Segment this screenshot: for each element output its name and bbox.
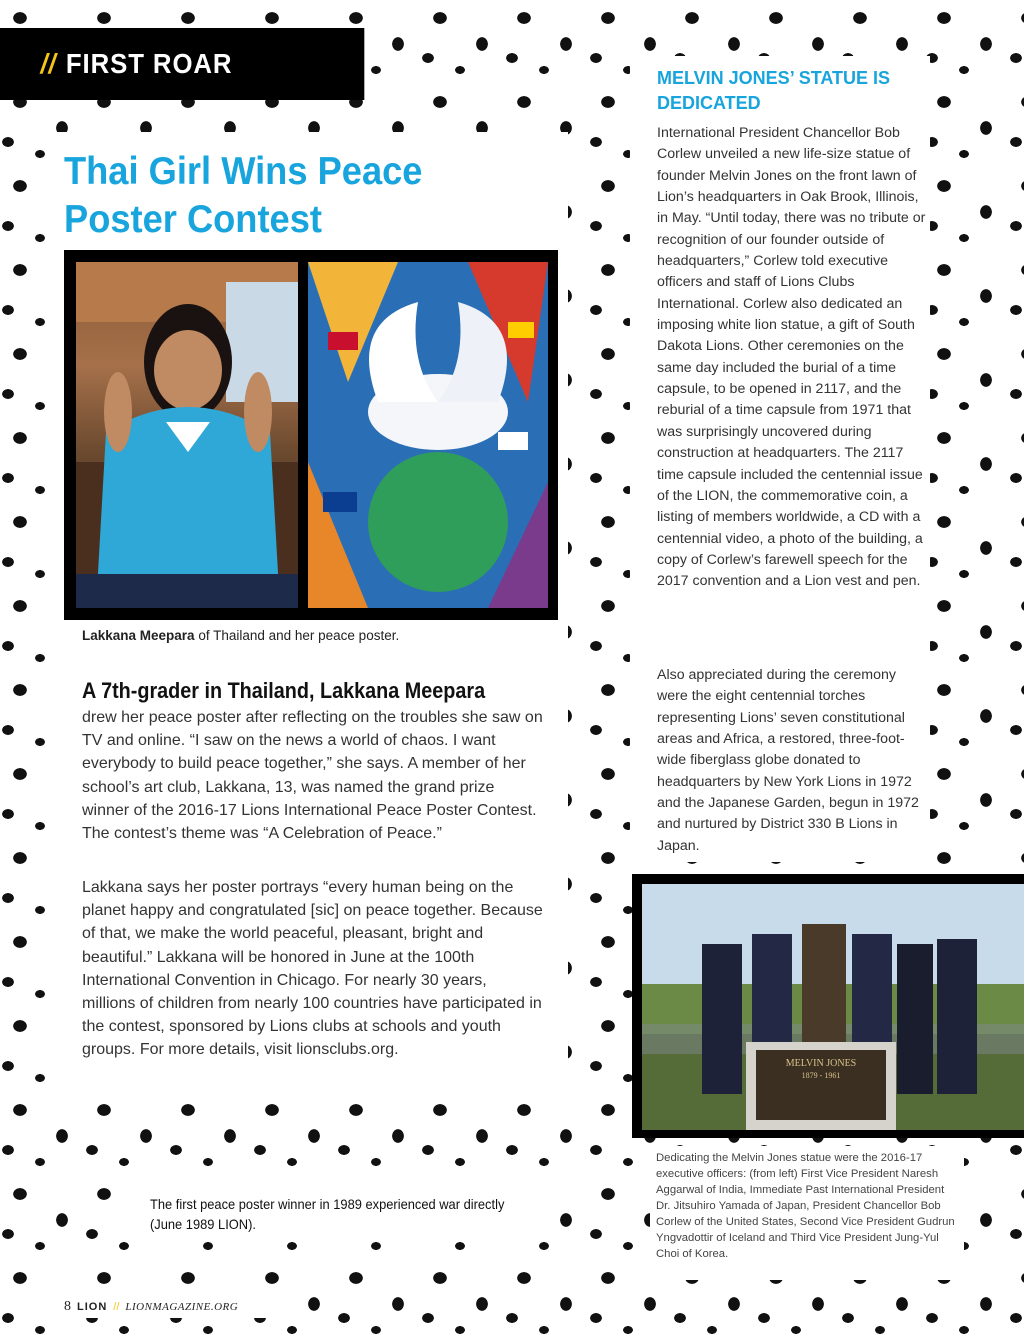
sidebar-paragraph-2: Also appreciated during the ceremony were the eight centennial torches representing Lions’ seven constitutional areas and Africa, a restored, three-foot-wide fiberglass globe donated to headquarters by New York Lions in 1972 and the Japanese Garden, begun in 1972 and nurtured by District 330 B Lions in Japan. <box>657 667 919 854</box>
article-headline: Thai Girl Wins Peace Poster Contest <box>64 150 423 241</box>
plaque-years: 1879 - 1961 <box>801 1071 841 1080</box>
page-footer <box>56 1296 276 1318</box>
girl-photo <box>76 262 298 608</box>
photo-caption <box>82 628 552 643</box>
article-paragraph-2: Lakkana says her poster portrays “every human being on the planet happy and congratulated [sic] on peace together. Because of that, we make the world peaceful, pleasant, bright and beautiful.” Lakkana will be honored in June at the 100th International Convention in Chicago. For nearly 30 years, millions of children from nearly 100 countries have participated in the contest, sponsored by Lions clubs at schools and youth groups. For more details, visit lionsclubs.org. <box>82 879 543 1059</box>
page-number: 8 <box>64 1299 71 1314</box>
history-note: The first peace poster winner in 1989 experienced war directly (June 1989 LION). <box>150 1196 505 1232</box>
footer-brand: LION <box>77 1301 108 1313</box>
footer-separator: // <box>113 1301 120 1313</box>
footer-website-link[interactable]: LIONMAGAZINE.ORG <box>125 1301 239 1313</box>
sidebar-paragraph-1: International President Chancellor Bob Corlew unveiled a new life-size statue of founder Melvin Jones on the front lawn of Lion’s headquarters in Oak Brook, Illinois, in May. “Until today, there was no tribute or recognition of our founder outside of headquarters,” Corlew told executive officers and staff of Lions Clubs International. Corlew also dedicated an imposing white lion statue, a gift of South Dakota Lions. Other ceremonies on the same day included the burial of a time capsule, to be opened in 2117, and the reburial of a time capsule from 1971 that was surprisingly uncovered during construction at headquarters. The 2117 time capsule included the centennial issue of the LION, the commemorative coin, a listing of members worldwide, a CD with a centennial video, a photo of the building, a copy of Corlew’s farewell speech for the 2017 convention and a Lion vest and pen. <box>657 125 926 590</box>
caption-text: of Thailand and her peace poster. <box>194 628 400 643</box>
section-label: FIRST ROAR <box>65 48 233 79</box>
sidebar-title: MELVIN JONES’ STATUE IS DEDICATED <box>657 68 891 113</box>
plaque-title: MELVIN JONES <box>785 1058 857 1069</box>
caption-name: Lakkana Meepara <box>82 628 195 643</box>
statue-caption: Dedicating the Melvin Jones statue were the 2016-17 executive officers: (from left) First Vice President Naresh Aggarwal of India, Immediate Past International President Dr. Jitsuhiro Yamada of Japan, President Chancellor Bob Corlew of the United States, Second Vice President Gudrun Yngvadottir of Iceland and Third Vice President Jung-Yul Choi of Korea. <box>656 1152 955 1260</box>
section-slashes: // <box>40 48 57 79</box>
article-paragraph-1: drew her peace poster after reflecting on the troubles she saw on TV and online. “I saw on the news a world of chaos. I want everybody to build peace together,” she says. A member of her school’s art club, Lakkana, 13, was named the grand prize winner of the 2016-17 Lions International Peace Poster Contest. The contest’s theme was “A Celebration of Peace.” <box>82 709 543 843</box>
article-lead: A 7th-grader in Thailand, Lakkana Meepara <box>82 678 486 703</box>
peace-poster-photo <box>308 262 548 608</box>
section-header <box>0 28 364 100</box>
statue-photo <box>642 884 1024 1130</box>
